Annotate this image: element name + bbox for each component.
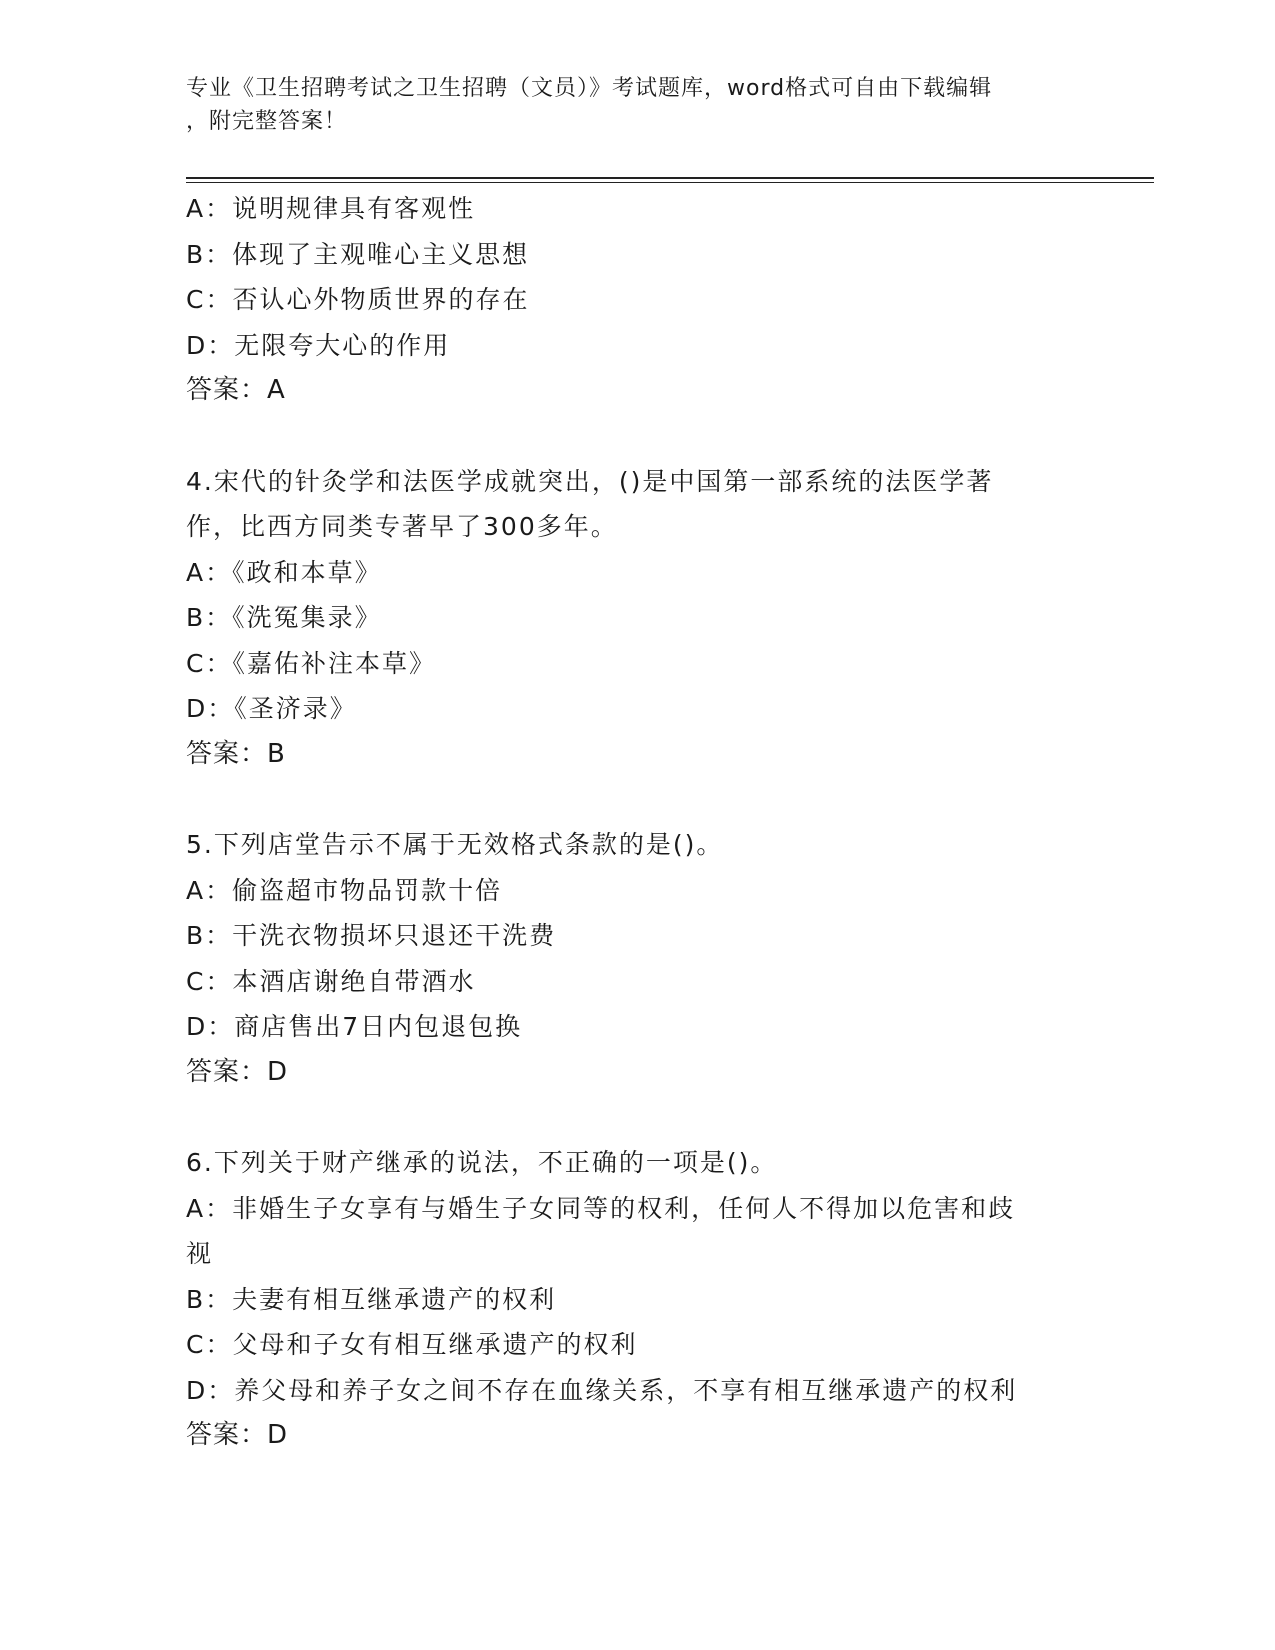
option-b: B：夫妻有相互继承遗产的权利 — [186, 1284, 557, 1314]
question-5 — [186, 822, 1086, 1095]
header-rule-thin — [186, 182, 1154, 183]
document-header — [186, 72, 1066, 138]
spacer — [186, 1095, 1086, 1140]
option-b: B：体现了主观唯心主义思想 — [186, 239, 530, 269]
spacer — [186, 777, 1086, 822]
option-c: C：父母和子女有相互继承遗产的权利 — [186, 1330, 638, 1359]
answer: 答案：A — [186, 375, 286, 405]
question-stem: 6.下列关于财产继承的说法，不正确的一项是()。 — [186, 1148, 778, 1177]
answer: 答案：D — [186, 1420, 289, 1450]
answer: 答案：B — [186, 738, 286, 769]
option-c: C：否认心外物质世界的存在 — [186, 285, 530, 314]
option-a: A：《政和本草》 — [186, 557, 382, 587]
answer: 答案：D — [186, 1056, 289, 1087]
question-3 — [186, 186, 1086, 414]
option-d: D：《圣济录》 — [186, 694, 357, 723]
option-b: B：干洗衣物损坏只退还干洗费 — [186, 921, 557, 950]
question-4 — [186, 459, 1086, 778]
header-rule-thick — [186, 177, 1154, 179]
question-list — [186, 186, 1086, 1459]
spacer — [186, 414, 1086, 459]
question-stem: 5.下列店堂告示不属于无效格式条款的是()。 — [186, 830, 724, 859]
question-stem-line2: 作，比西方同类专著早了300多年。 — [186, 512, 618, 541]
option-c: C：《嘉佑补注本草》 — [186, 648, 436, 678]
option-d: D：养父母和养子女之间不存在血缘关系，不享有相互继承遗产的权利 — [186, 1375, 1018, 1405]
option-d: D：无限夸大心的作用 — [186, 330, 451, 360]
option-a-line1: A：非婚生子女享有与婚生子女同等的权利，任何人不得加以危害和歧 — [186, 1193, 1016, 1223]
option-a: A：偷盗超市物品罚款十倍 — [186, 875, 503, 905]
option-a-line2: 视 — [186, 1239, 214, 1268]
header-title-line2: ，附完整答案！ — [186, 109, 348, 134]
option-c: C：本酒店谢绝自带酒水 — [186, 966, 476, 996]
header-title-line1: 专业《卫生招聘考试之卫生招聘（文员）》考试题库，word格式可自由下载编辑 — [186, 76, 993, 101]
option-b: B：《洗冤集录》 — [186, 603, 382, 632]
question-stem-line1: 4.宋代的针灸学和法医学成就突出，()是中国第一部系统的法医学著 — [186, 466, 994, 496]
option-d: D：商店售出7日内包退包换 — [186, 1012, 523, 1041]
option-a: A：说明规律具有客观性 — [186, 194, 476, 223]
question-6 — [186, 1140, 1086, 1459]
